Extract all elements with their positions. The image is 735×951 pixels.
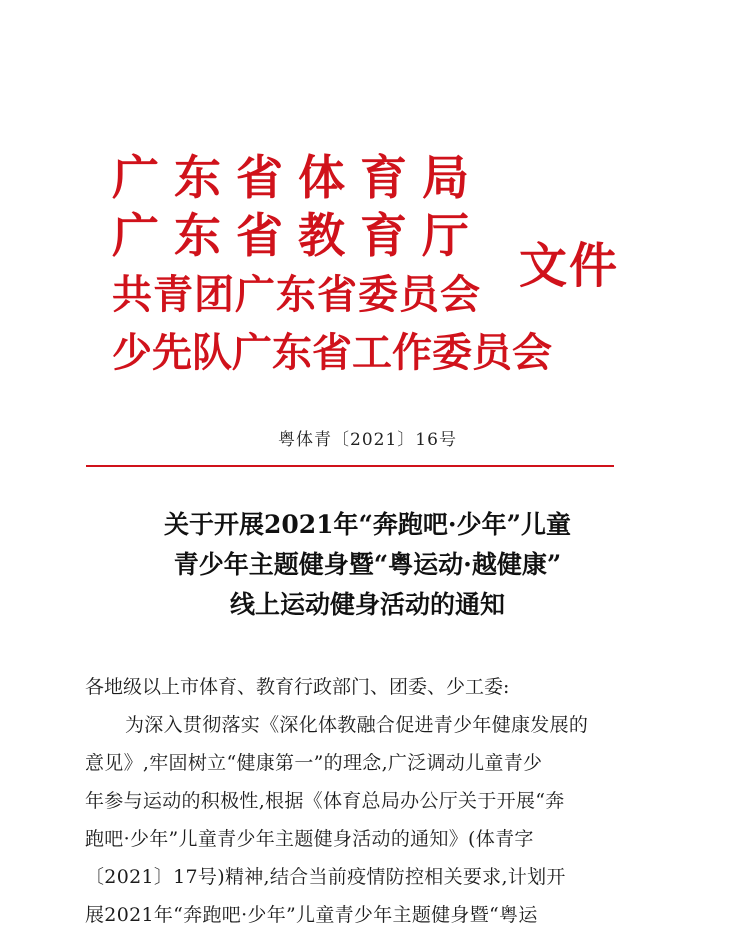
title-line-2: 青少年主题健身暨“粤运动·越健康” [173,550,562,579]
notice-title [60,505,675,625]
document-type-label: 文件 [519,238,620,294]
paragraph-line: 跑吧·少年”儿童青少年主题健身活动的通知》(体青字 [85,828,534,850]
paragraph-line: 意见》,牢固树立“健康第一”的理念,广泛调动儿童青少 [85,752,543,774]
paragraph-line: 年参与运动的积极性,根据《体育总局办公厅关于开展“奔 [85,790,565,812]
salutation: 各地级以上市体育、教育行政部门、团委、少工委: [85,676,510,698]
issuer-education-department: 广东省教育厅 [112,209,484,264]
paragraph-line: 展2021年“奔跑吧·少年”儿童青少年主题健身暨“粤运 [85,904,538,926]
document-number: 粤体青〔2021〕16号 [278,430,457,450]
title-line-1: 关于开展2021年“奔跑吧·少年”儿童 [163,510,572,539]
issuer-youth-league: 共青团广东省委员会 [112,272,481,318]
paragraph-line: 〔2021〕17号)精神,结合当前疫情防控相关要求,计划开 [85,866,566,888]
notice-body [85,668,645,934]
issuing-authorities [112,150,552,382]
issuer-sports-bureau: 广东省体育局 [112,151,484,206]
paragraph-line: 为深入贯彻落实《深化体教融合促进青少年健康发展的 [125,714,589,736]
red-divider-line [86,465,614,467]
issuer-young-pioneers: 少先队广东省工作委员会 [112,330,552,376]
title-line-3: 线上运动健身活动的通知 [229,590,505,619]
